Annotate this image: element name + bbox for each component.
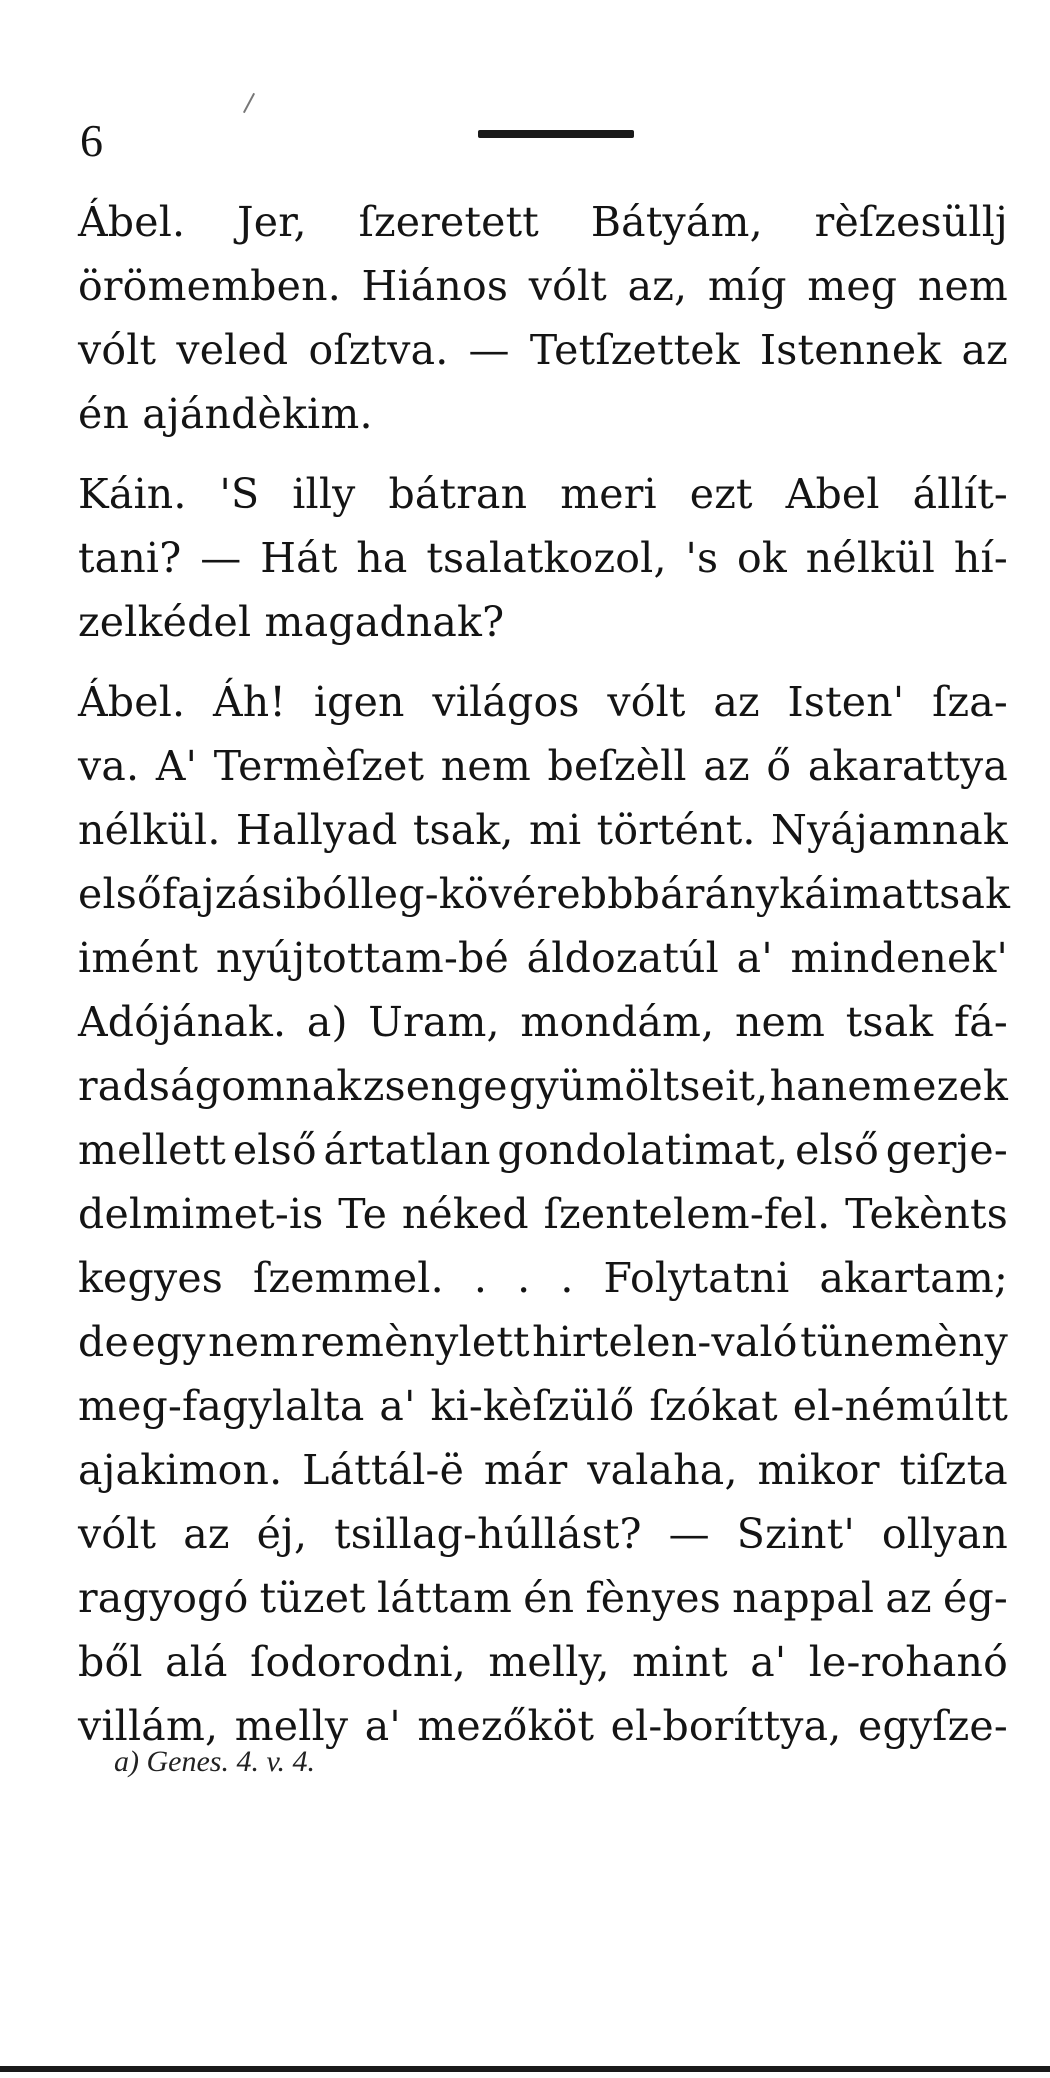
text-line: vólt az éj, tsillag-húllást? — Szint' ollyan: [78, 1510, 1008, 1558]
text-line: Ábel. Áh! igen világos vólt az Isten' ſza-: [78, 678, 1008, 726]
text-line: ragyogó tüzet láttam én fènyes nappal az ég-: [78, 1574, 1008, 1622]
text-line: nélkül. Hallyad tsak, mi történt. Nyájamnak: [78, 806, 1008, 854]
text-line: Ábel. Jer, ſzeretett Bátyám, rèſzesüllj: [78, 198, 1008, 246]
text-line: de egy nem remènylett hirtelen-való tünemèny: [78, 1318, 1008, 1366]
text-line: ajakimon. Láttál-ë már valaha, mikor tiſzta: [78, 1446, 1008, 1494]
text-line: tani? — Hát ha tsalatkozol, 's ok nélkül hí-: [78, 534, 1008, 582]
stray-pen-mark: [243, 93, 255, 113]
text-line: én ajándèkim.: [78, 390, 373, 438]
text-line: örömemben. Hiános vólt az, míg meg nem: [78, 262, 1008, 310]
text-line: mellett első ártatlan gondolatimat, első gerje-: [78, 1126, 1008, 1174]
text-line: Káin. 'S illy bátran meri ezt Abel állít-: [78, 470, 1008, 518]
text-line: kegyes ſzemmel. . . . Folytatni akartam;: [78, 1254, 1008, 1302]
text-line: zelkédel magadnak?: [78, 598, 505, 646]
text-line: első fajzásiból leg-kövérebb báránykáimat tsak: [78, 870, 1011, 918]
text-line: Adójának. a) Uram, mondám, nem tsak fá-: [78, 998, 1008, 1046]
text-line: va. A' Termèſzet nem beſzèll az ő akarattya: [78, 742, 1008, 790]
text-line: vólt veled oſztva. — Tetſzettek Istennek az: [78, 326, 1008, 374]
body-text: [78, 190, 1011, 1758]
page-number: 6: [80, 115, 103, 166]
footnote: a) Genes. 4. v. 4.: [114, 1745, 316, 1778]
text-line: meg-fagylalta a' ki-kèſzülő ſzókat el-némúltt: [78, 1382, 1008, 1430]
text-line: villám, melly a' mezőköt el-boríttya, egyſze-: [78, 1702, 1008, 1750]
header-rule: [478, 130, 634, 138]
text-line: ből alá ſodorodni, melly, mint a' le-rohanó: [78, 1638, 1008, 1686]
text-line: radságomnak zsenge gyümöltseit, hanem ezek: [78, 1062, 1008, 1110]
bottom-edge-rule: [0, 2066, 1050, 2072]
text-line: imént nyújtottam-bé áldozatúl a' mindenek': [78, 934, 1008, 982]
text-line: delmimet-is Te néked ſzentelem-fel. Tekènts: [78, 1190, 1008, 1238]
